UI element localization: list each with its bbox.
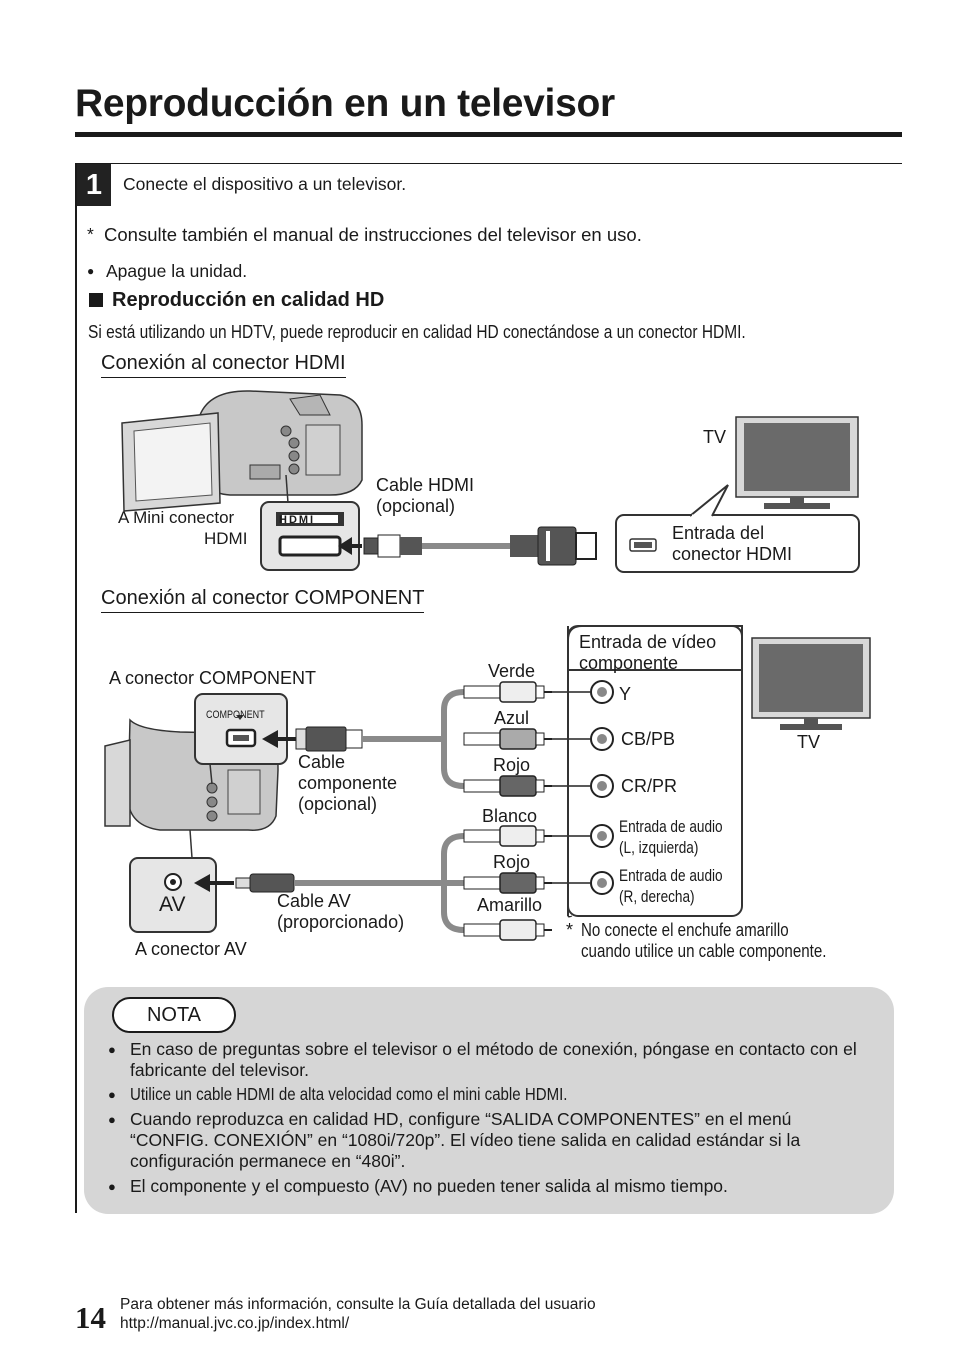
yellow-note — [566, 920, 827, 961]
footer-url-link[interactable]: http://manual.jvc.co.jp/index.html/ — [120, 1315, 350, 1332]
mini-connector-label-2: HDMI — [204, 529, 248, 548]
component-port-label — [206, 709, 278, 721]
plug-color-red: Rojo — [493, 755, 531, 775]
step-left-rule — [75, 163, 77, 1213]
video-input-label-1: Entrada de vídeo — [579, 632, 717, 652]
bullet-icon: ● — [108, 1112, 116, 1127]
page-number: 14 — [75, 1300, 106, 1335]
jacks — [591, 681, 613, 894]
footer-line-1: Para obtener más información, consulte la Guía detallada del usuario — [120, 1296, 596, 1313]
video-input-label-2: componente — [579, 653, 679, 673]
av-port-label: AV — [159, 893, 186, 916]
power-off-note: Apague la unidad. — [106, 261, 248, 281]
hd-section-heading — [89, 289, 384, 312]
bullet-icon: ● — [108, 1179, 116, 1194]
camcorder-illustration — [122, 391, 362, 511]
rca-plugs-component — [464, 682, 552, 796]
nota-item-4-text: El componente y el compuesto (AV) no pueden tener salida al mismo tiempo. — [130, 1176, 728, 1196]
nota-item-3 — [108, 1109, 865, 1172]
plug-color-green: Verde — [488, 661, 536, 681]
nota-item-2-text: Utilice un cable HDMI de alta velocidad como el mini cable HDMI. — [130, 1084, 568, 1104]
yellow-note-line-2: cuando utilice un cable componente. — [581, 941, 827, 961]
to-component-label: A conector COMPONENT — [109, 668, 317, 688]
component-connection-heading: Conexión al conector COMPONENT — [101, 587, 424, 613]
to-av-label: A conector AV — [135, 939, 247, 959]
plug-color-yellow: Amarillo — [477, 895, 543, 915]
step-text: Conecte el dispositivo a un televisor. — [123, 174, 407, 194]
hdmi-tv-label: TV — [703, 427, 727, 447]
manual-note: Consulte también el manual de instrucciones del televisor en uso. — [104, 224, 642, 245]
audio-r-line-2: (R, derecha) — [619, 887, 695, 906]
title-rule — [75, 132, 902, 137]
nota-item-4 — [108, 1176, 890, 1197]
hdmi-logo: HDMI — [279, 514, 316, 526]
hd-description-text: Si está utilizando un HDTV, puede reproducir en calidad HD conectándose a un conector HDMI. — [88, 322, 746, 342]
yellow-note-line-1: No conecte el enchufe amarillo — [581, 920, 789, 940]
component-port — [195, 694, 287, 764]
audio-l-line-2: (L, izquierda) — [619, 838, 699, 857]
audio-l-line-1: Entrada de audio — [619, 817, 723, 836]
hdmi-cable-label-1: Cable HDMI — [376, 475, 475, 495]
mini-hdmi-port — [261, 502, 359, 570]
yellow-note-asterisk: * — [566, 920, 574, 940]
nota-label: NOTA — [112, 997, 236, 1033]
bullet-icon: ● — [108, 1087, 116, 1102]
nota-item-1-text: En caso de preguntas sobre el televisor o el método de conexión, póngase en contacto con el fabricante del televisor. — [130, 1039, 857, 1080]
hdmi-connection-heading: Conexión al conector HDMI — [101, 352, 346, 378]
hdmi-input-label-2: conector HDMI — [672, 544, 793, 564]
tv-illustration — [736, 417, 858, 509]
step-top-rule — [75, 163, 902, 164]
bullet-icon: ● — [108, 1042, 116, 1057]
component-tv-label: TV — [797, 732, 821, 752]
plug-color-red-audio: Rojo — [493, 852, 531, 872]
hdmi-input-label-1: Entrada del — [672, 523, 765, 543]
page-title: Reproducción en un televisor — [75, 82, 615, 125]
square-bullet-icon — [89, 293, 103, 307]
av-cable-label-2: (proporcionado) — [277, 912, 405, 932]
bullet-icon: ● — [87, 264, 95, 278]
hd-section-description — [88, 322, 853, 343]
asterisk-mark: * — [87, 224, 94, 244]
mini-connector-label-1: A Mini conector — [118, 508, 235, 527]
tv-illustration-2 — [752, 638, 870, 730]
audio-r-label — [619, 865, 749, 907]
plug-color-blue: Azul — [494, 708, 530, 728]
component-cable-label-3: (opcional) — [298, 794, 378, 814]
audio-r-line-1: Entrada de audio — [619, 866, 723, 885]
hd-section-heading-text: Reproducción en calidad HD — [112, 289, 385, 311]
jack-cb-label: CB/PB — [621, 729, 676, 749]
jack-cr-label: CR/PR — [621, 776, 678, 796]
nota-item-2 — [108, 1084, 890, 1105]
component-cable-label-2: componente — [298, 773, 398, 793]
audio-l-label — [619, 816, 749, 858]
nota-item-3-text: Cuando reproduzca en calidad HD, configure “SALIDA COMPONENTES” en el menú “CONFIG. CONEXIÓN” en “1080i/720p”. El vídeo tiene salida en calidad estándar si la configuración permanece en “480i”. — [130, 1109, 801, 1171]
footer-text — [120, 1295, 596, 1333]
hdmi-cable — [364, 527, 596, 565]
av-cable-label-1: Cable AV — [277, 891, 351, 911]
component-port-text: COMPONENT — [206, 709, 265, 721]
jack-y-label: Y — [619, 684, 632, 704]
step-number-badge: 1 — [77, 164, 111, 206]
nota-item-1 — [108, 1039, 870, 1081]
hdmi-cable-label-2: (opcional) — [376, 496, 456, 516]
component-cable-label-1: Cable — [298, 752, 346, 772]
plug-color-white: Blanco — [482, 806, 538, 826]
rca-plugs-av — [464, 826, 552, 940]
